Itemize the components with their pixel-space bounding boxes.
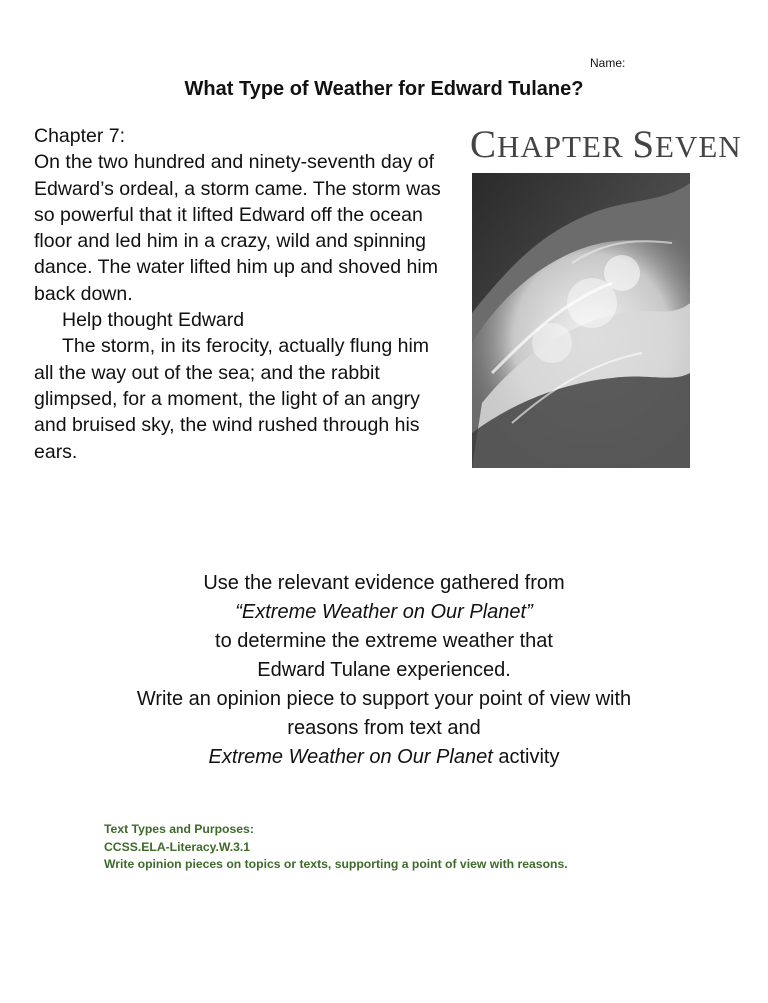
prompt-line-6: reasons from text and — [287, 717, 481, 739]
chapter-label: Chapter 7: — [34, 125, 126, 147]
passage-paragraph-3: The storm, in its ferocity, actually flung him all the way out of the sea; and the rabbit glimpsed, for a moment, the light of an angry and bruised sky, the wind rushed through his ears. — [34, 335, 430, 463]
standards-heading: Text Types and Purposes: — [104, 822, 254, 836]
story-passage — [34, 123, 444, 465]
chapter-heading-word-2: EVEN — [655, 129, 742, 164]
chapter-heading — [470, 122, 742, 167]
storm-wave-illustration — [472, 173, 690, 468]
standards-description: Write opinion pieces on topics or texts, supporting a point of view with reasons. — [104, 857, 568, 871]
page-title: What Type of Weather for Edward Tulane? — [184, 78, 584, 100]
prompt-line-2: “Extreme Weather on Our Planet” — [235, 601, 533, 623]
prompt-line-7-title: Extreme Weather on Our Planet — [208, 746, 493, 768]
prompt-line-4: Edward Tulane experienced. — [257, 659, 511, 681]
standards-note — [104, 821, 568, 874]
prompt-line-3: to determine the extreme weather that — [215, 630, 553, 652]
prompt-line-7-rest: activity — [492, 746, 560, 768]
passage-paragraph-2: Help thought Edward — [62, 309, 245, 332]
standards-code: CCSS.ELA-Literacy.W.3.1 — [104, 839, 251, 854]
name-label: Name: — [590, 56, 626, 70]
passage-paragraph-1: On the two hundred and ninety-seventh day of Edward’s ordeal, a storm came. The storm was so powerful that it lifted Edward off the ocean floor and led him in a crazy, wild and spinning dance. The water lifted him up and shoved him back down. — [34, 151, 441, 305]
chapter-heading-initial-1: C — [470, 123, 498, 166]
writing-prompt — [0, 569, 768, 772]
prompt-line-5: Write an opinion piece to support your point of view with — [136, 688, 632, 710]
prompt-line-7 — [0, 743, 768, 772]
chapter-heading-word-1: HAPTER — [497, 129, 624, 164]
chapter-heading-initial-2: S — [632, 123, 656, 166]
prompt-line-1: Use the relevant evidence gathered from — [203, 572, 565, 594]
